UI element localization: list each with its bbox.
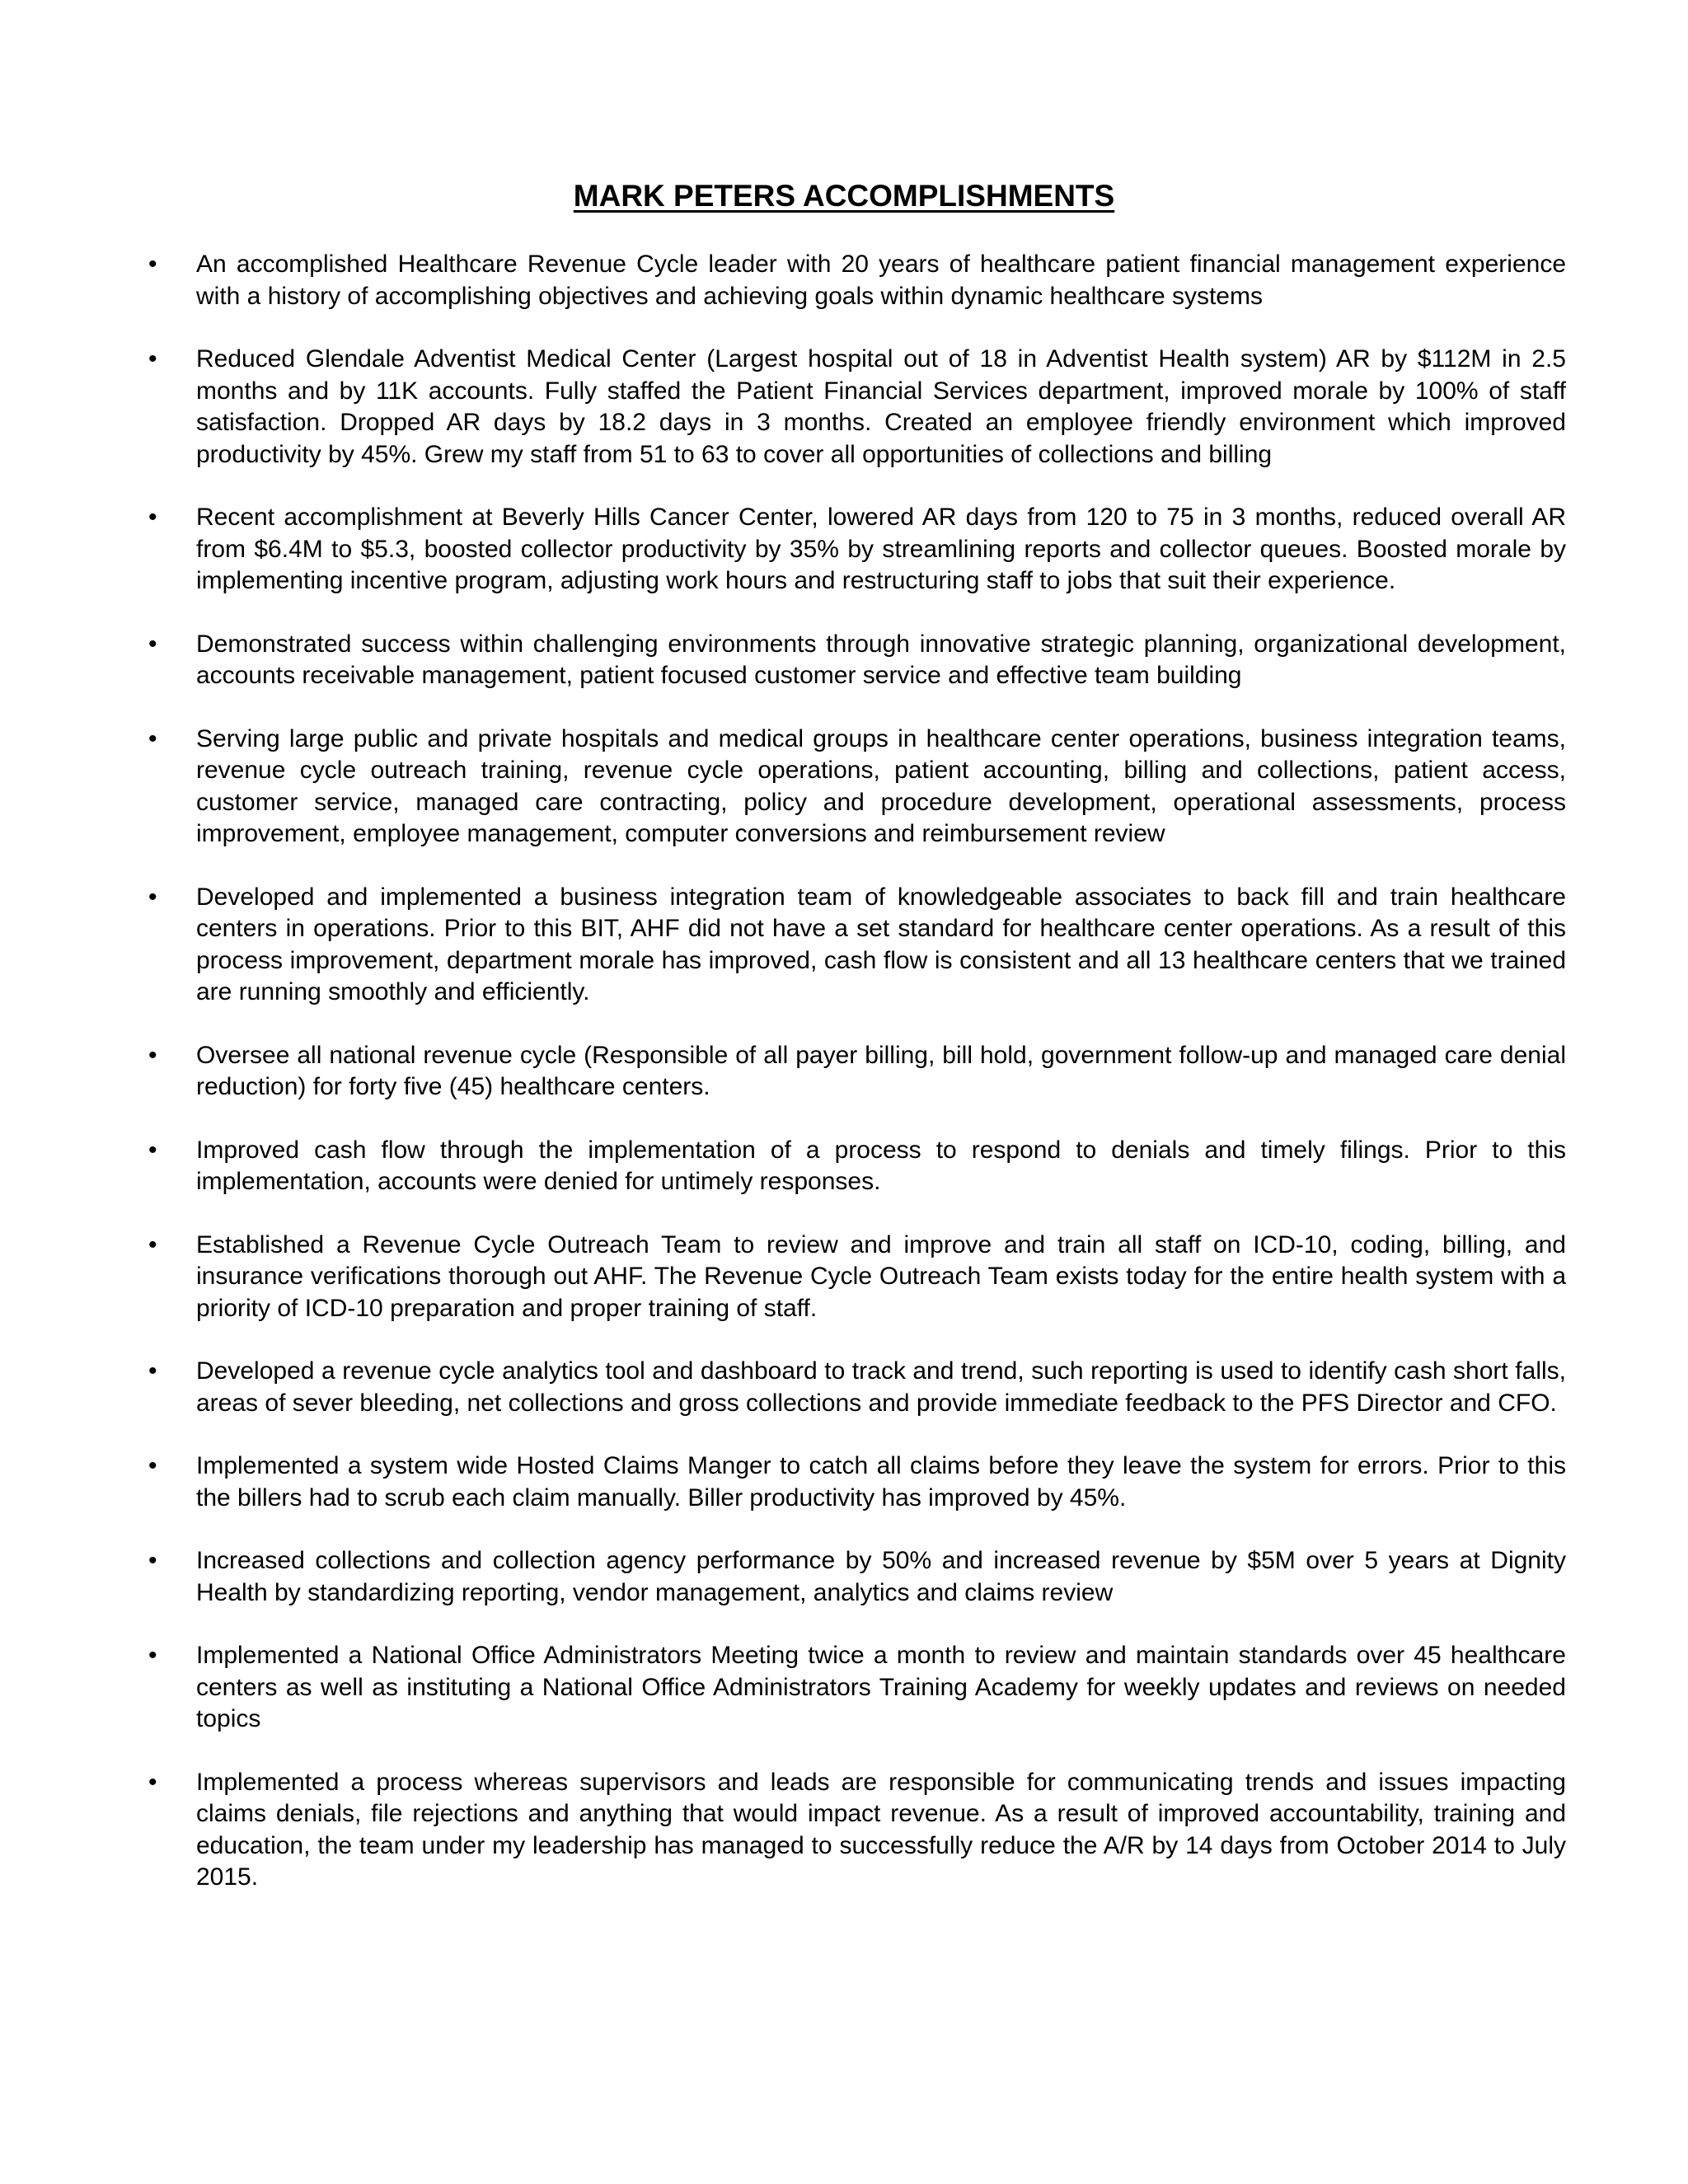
bullet-icon: •	[148, 1642, 157, 1669]
list-item	[148, 1767, 1566, 1894]
page-title: MARK PETERS ACCOMPLISHMENTS	[573, 179, 1115, 213]
list-item-text: Reduced Glendale Adventist Medical Center (Largest hospital out of 18 in Adventist Health system) AR by $112M in 2.5 months and by 11K accounts. Fully staffed the Patient Financial Services department, improved morale by 100% of staff satisfaction. Dropped AR days by 18.2 days in 3 months. Created an employee friendly environment which improved productivity by 45%. Grew my staff from 51 to 63 to cover all opportunities of collections and billing	[196, 345, 1566, 468]
list-item-text: Implemented a process whereas supervisors and leads are responsible for communicating trends and issues impacting claims denials, file rejections and anything that would impact revenue. As a result of improved accountability, training and education, the team under my leadership has managed to successfully reduce the A/R by 14 days from October 2014 to July 2015.	[196, 1768, 1566, 1891]
list-item	[148, 882, 1566, 1009]
list-item-text: Oversee all national revenue cycle (Responsible of all payer billing, bill hold, government follow-up and managed care denial reduction) for forty five (45) healthcare centers.	[196, 1041, 1566, 1100]
list-item	[148, 344, 1566, 471]
list-item-text: Implemented a system wide Hosted Claims Manger to catch all claims before they leave the system for errors. Prior to this the billers had to scrub each claim manually. Biller productivity has improved by 45%.	[196, 1452, 1566, 1511]
list-item	[148, 502, 1566, 598]
bullet-icon: •	[148, 1041, 157, 1069]
list-item-text: Developed a revenue cycle analytics tool and dashboard to track and trend, such reporting is used to identify cash short falls, areas of sever bleeding, net collections and gross collections and provide immediate feedback to the PFS Director and CFO.	[196, 1357, 1566, 1417]
list-item-text: Recent accomplishment at Beverly Hills Cancer Center, lowered AR days from 120 to 75 in 3 months, reduced overall AR from $6.4M to $5.3, boosted collector productivity by 35% by streamlining reports and collector queues. Boosted morale by implementing incentive program, adjusting work hours and restructuring staff to jobs that suit their experience.	[196, 504, 1566, 594]
list-item-text: Serving large public and private hospitals and medical groups in healthcare center operations, business integration teams, revenue cycle outreach training, revenue cycle operations, patient accounting, billing and collections, patient access, customer service, managed care contracting, policy and procedure development, operational assessments, process improvement, employee management, computer conversions and reimbursement review	[196, 724, 1566, 847]
list-item-text: Implemented a National Office Administrators Meeting twice a month to review and maintain standards over 45 healthcare centers as well as instituting a National Office Administrators Training Academy for weekly updates and reviews on needed topics	[196, 1642, 1566, 1732]
list-item	[148, 1135, 1566, 1198]
list-item	[148, 1356, 1566, 1419]
list-item-text: Developed and implemented a business integration team of knowledgeable associates to back fill and train healthcare centers in operations. Prior to this BIT, AHF did not have a set standard for healthcare center operations. As a result of this process improvement, department morale has improved, cash flow is consistent and all 13 healthcare centers that we trained are running smoothly and efficiently.	[196, 883, 1566, 1005]
list-item	[148, 1451, 1566, 1514]
bullet-icon: •	[148, 251, 157, 278]
list-item	[148, 1545, 1566, 1609]
bullet-icon: •	[148, 724, 157, 752]
list-item	[148, 629, 1566, 692]
bullet-icon: •	[148, 345, 157, 373]
bullet-icon: •	[148, 504, 157, 531]
bullet-icon: •	[148, 883, 157, 911]
bullet-icon: •	[148, 1547, 157, 1574]
list-item-text: Demonstrated success within challenging environments through innovative strategic planning, organizational development, accounts receivable management, patient focused customer service and effective team building	[196, 630, 1566, 689]
list-item	[148, 1040, 1566, 1104]
bullet-icon: •	[148, 1136, 157, 1164]
bullet-icon: •	[148, 1452, 157, 1479]
bullet-icon: •	[148, 1230, 157, 1258]
list-item-text: Increased collections and collection agency performance by 50% and increased revenue by $5M over 5 years at Dignity Health by standardizing reporting, vendor management, analytics and claims review	[196, 1547, 1566, 1606]
list-item-text: Established a Revenue Cycle Outreach Team to review and improve and train all staff on ICD-10, coding, billing, and insurance verifications thorough out AHF. The Revenue Cycle Outreach Team exists today for the entire health system with a priority of ICD-10 preparation and proper training of staff.	[196, 1230, 1566, 1322]
bullet-icon: •	[148, 1768, 157, 1796]
list-item-text: Improved cash flow through the implementation of a process to respond to denials and timely filings. Prior to this implementation, accounts were denied for untimely responses.	[196, 1136, 1566, 1195]
list-item	[148, 249, 1566, 312]
list-item-text: An accomplished Healthcare Revenue Cycle leader with 20 years of healthcare patient financial management experience with a history of accomplishing objectives and achieving goals within dynamic healthcare systems	[196, 251, 1566, 310]
bullet-icon: •	[148, 1357, 157, 1385]
list-item	[148, 724, 1566, 851]
bullet-icon: •	[148, 630, 157, 658]
list-item	[148, 1640, 1566, 1736]
accomplishments-list	[148, 249, 1566, 1925]
list-item	[148, 1230, 1566, 1325]
